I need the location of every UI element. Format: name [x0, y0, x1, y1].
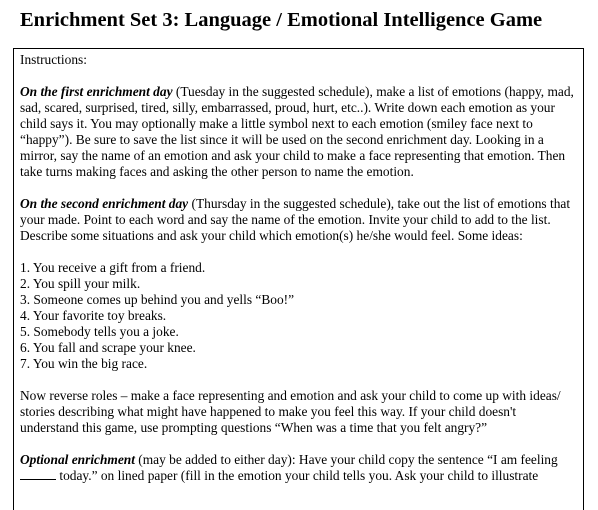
ideas-list	[20, 260, 577, 372]
first-day-lead: On the first enrichment day	[20, 84, 173, 99]
second-day-text: (Thursday in the suggested schedule), take out the list of emotions that your made. Point to each word and say the name of the emotion. Invite your child to add to the list. Describe some situations and ask your child which emotion(s) he/she would feel. Some ideas:	[20, 196, 571, 243]
list-item: 7. You win the big race.	[20, 356, 148, 371]
instructions-box	[13, 48, 584, 510]
second-day-lead: On the second enrichment day	[20, 196, 189, 211]
list-item: 1. You receive a gift from a friend.	[20, 260, 206, 275]
optional-enrichment-lead: Optional enrichment	[20, 452, 135, 467]
list-item: 5. Somebody tells you a joke.	[20, 324, 179, 339]
page-title: Enrichment Set 3: Language / Emotional Intelligence Game	[20, 9, 543, 31]
optional-enrichment-paragraph	[20, 452, 577, 484]
instructions-heading: Instructions:	[20, 52, 87, 67]
list-item: 4. Your favorite toy breaks.	[20, 308, 167, 323]
reverse-roles-paragraph: Now reverse roles – make a face representing and emotion and ask your child to come up with ideas/ stories describing what might have happened to make you feel this way. If your child doesn't understand this game, use prompting questions “When was a time that you felt angry?”	[20, 388, 561, 435]
optional-text-after-blank: today.” on lined paper (fill in the emotion your child tells you. Ask your child to illustrate	[56, 468, 539, 483]
fill-in-blank	[20, 468, 56, 480]
list-item: 6. You fall and scrape your knee.	[20, 340, 196, 355]
optional-text-before-blank: (may be added to either day): Have your child copy the sentence “I am feeling	[134, 452, 558, 467]
first-day-text: (Tuesday in the suggested schedule), make a list of emotions (happy, mad, sad, scared, surprised, tired, silly, embarrassed, proud, hurt, etc..). Write down each emotion as your child says it. You may optionally make a little symbol next to each emotion (smiley face next to “happy”). Be sure to save the list since it will be used on the second enrichment day. Looking in a mirror, say the name of an emotion and ask your child to make a face representing that emotion. Then take turns making faces and asking the other person to name the emotion.	[20, 84, 574, 179]
first-day-paragraph	[20, 84, 577, 180]
second-day-paragraph	[20, 196, 577, 244]
list-item: 2. You spill your milk.	[20, 276, 141, 291]
list-item: 3. Someone comes up behind you and yells “Boo!”	[20, 292, 295, 307]
